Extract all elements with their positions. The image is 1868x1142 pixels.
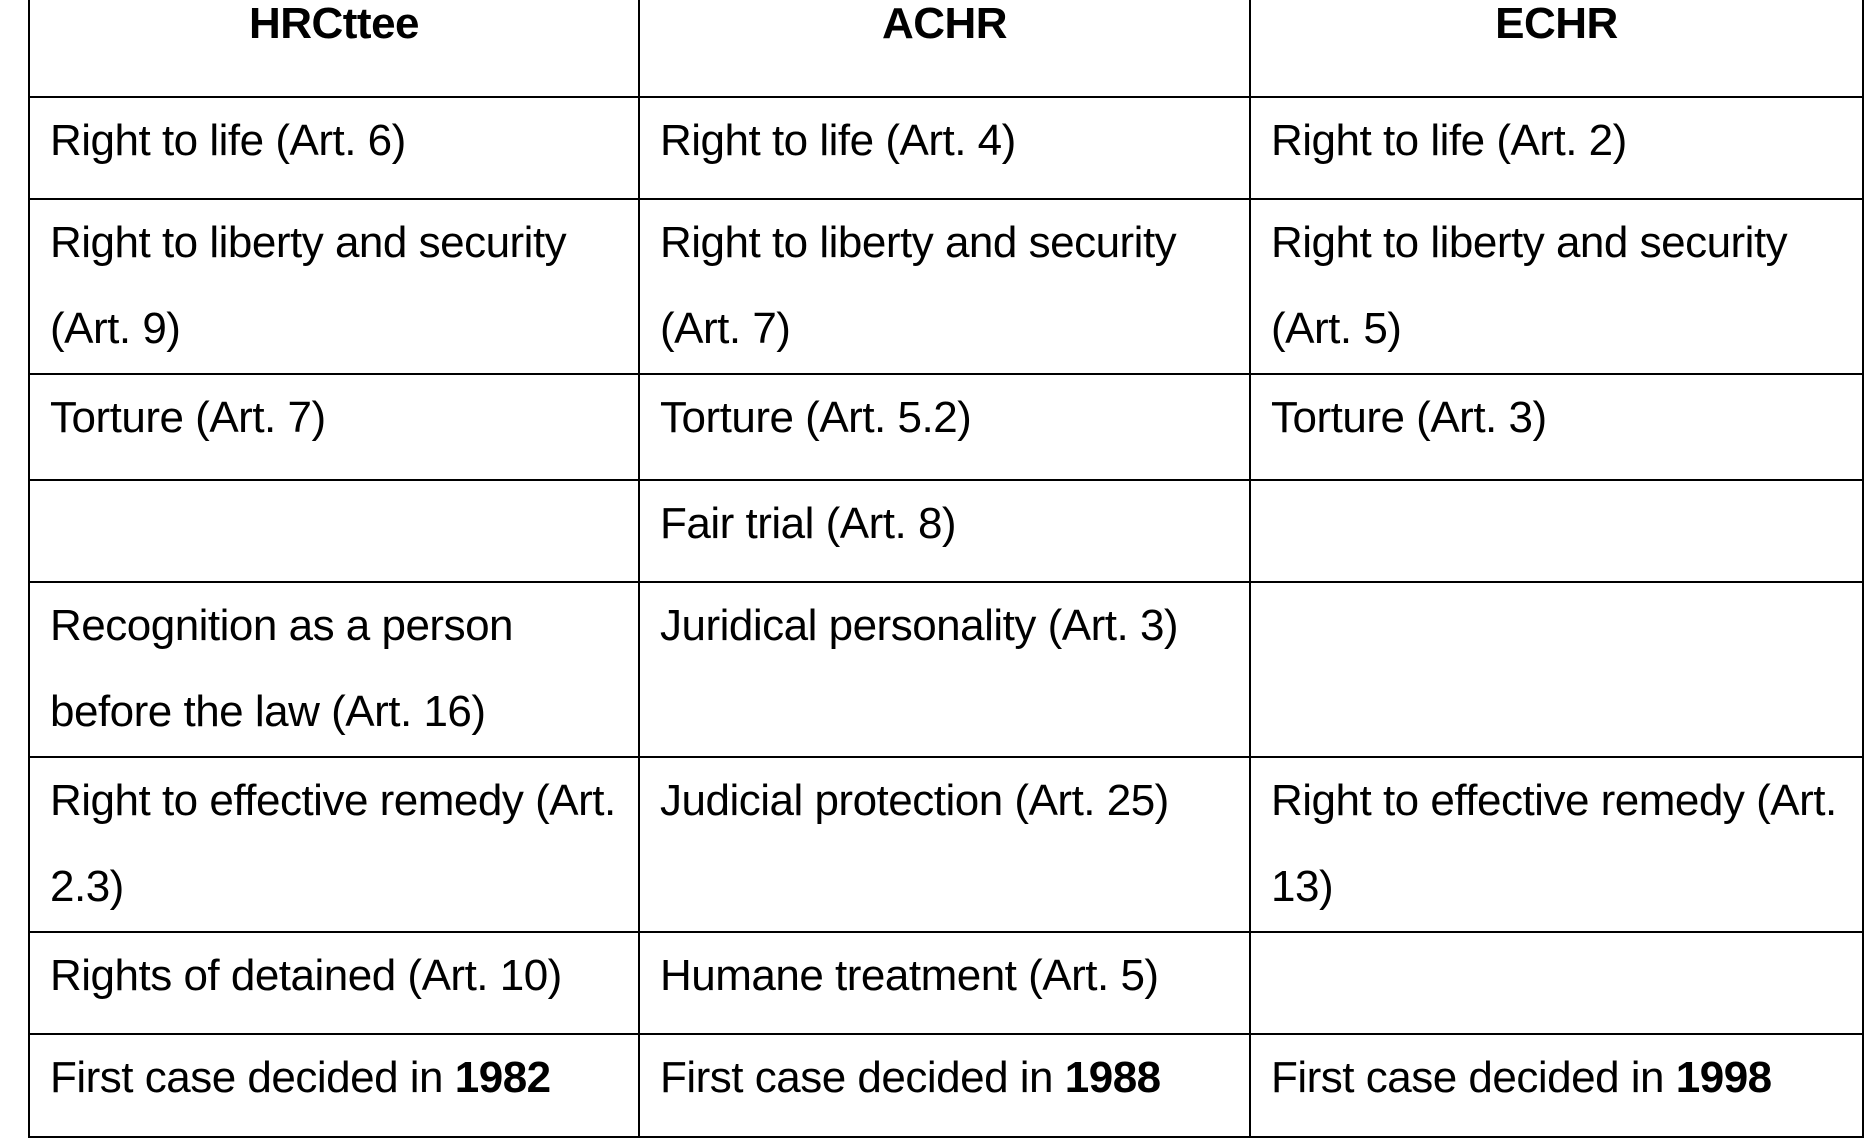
first-case-prefix: First case decided in (660, 1053, 1054, 1102)
table-cell: Right to life (Art. 4) (639, 97, 1250, 199)
table-row (29, 932, 1863, 1034)
table-cell: Torture (Art. 3) (1250, 374, 1863, 480)
table-row (29, 582, 1863, 757)
table-cell: Rights of detained (Art. 10) (29, 932, 639, 1034)
table-cell (1250, 582, 1863, 757)
first-case-year: 1998 (1675, 1053, 1772, 1102)
table-row (29, 757, 1863, 932)
table-cell: Right to liberty and security (Art. 7) (639, 199, 1250, 374)
first-case-hrcttee (29, 1034, 639, 1137)
table-cell: Right to liberty and security (Art. 5) (1250, 199, 1863, 374)
first-case-row (29, 1034, 1863, 1137)
first-case-year: 1982 (454, 1053, 551, 1102)
table-cell: Torture (Art. 5.2) (639, 374, 1250, 480)
table-cell: Right to life (Art. 2) (1250, 97, 1863, 199)
table-cell (1250, 932, 1863, 1034)
table-cell (1250, 480, 1863, 582)
table-cell: Right to life (Art. 6) (29, 97, 639, 199)
header-achr: ACHR (639, 0, 1250, 97)
comparison-table (28, 0, 1864, 1138)
first-case-echr (1250, 1034, 1863, 1137)
table-cell: Recognition as a person before the law (Art. 16) (29, 582, 639, 757)
table-row (29, 97, 1863, 199)
first-case-prefix: First case decided in (50, 1053, 444, 1102)
table-cell: Right to effective remedy (Art. 2.3) (29, 757, 639, 932)
table-cell: Right to liberty and security (Art. 9) (29, 199, 639, 374)
header-hrcttee: HRCttee (29, 0, 639, 97)
table-cell: Juridical personality (Art. 3) (639, 582, 1250, 757)
table-cell: Judicial protection (Art. 25) (639, 757, 1250, 932)
table-cell: Humane treatment (Art. 5) (639, 932, 1250, 1034)
header-echr: ECHR (1250, 0, 1863, 97)
first-case-achr (639, 1034, 1250, 1137)
table-cell: Right to effective remedy (Art. 13) (1250, 757, 1863, 932)
table-row (29, 199, 1863, 374)
table-cell (29, 480, 639, 582)
header-row (29, 0, 1863, 97)
table-row (29, 374, 1863, 480)
first-case-year: 1988 (1064, 1053, 1161, 1102)
table-cell: Fair trial (Art. 8) (639, 480, 1250, 582)
table-row (29, 480, 1863, 582)
table-cell: Torture (Art. 7) (29, 374, 639, 480)
first-case-prefix: First case decided in (1271, 1053, 1665, 1102)
